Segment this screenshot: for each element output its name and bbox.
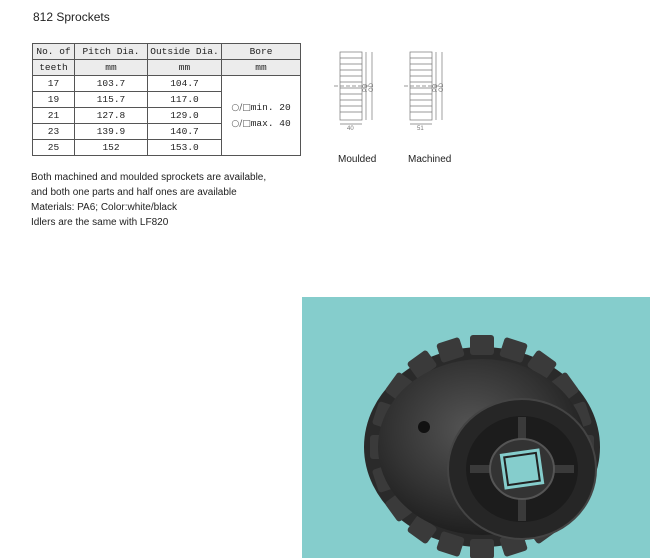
cell-pitch: 139.9 [75,124,148,140]
unit-pitch: mm [75,60,148,76]
table-header-row [33,44,301,60]
page-title: 812 Sprockets [33,10,110,24]
header-teeth-line2: teeth [33,60,75,76]
cell-teeth: 21 [33,108,75,124]
unit-outside: mm [148,60,222,76]
moulded-caption: Moulded [338,154,377,165]
cell-bore [222,76,301,156]
moulded-od-label: OD [369,83,375,92]
cell-outside: 104.7 [148,76,222,92]
note-line: Materials: PA6; Color:white/black [31,202,177,213]
sprocket-image [302,297,650,558]
cell-teeth: 25 [33,140,75,156]
sprocket-spec-table [32,43,301,156]
cell-teeth: 23 [33,124,75,140]
cell-pitch: 127.8 [75,108,148,124]
sprocket-drawings [330,44,460,144]
machined-od-label: OD [439,83,445,92]
cell-pitch: 103.7 [75,76,148,92]
cell-outside: 153.0 [148,140,222,156]
cell-teeth: 17 [33,76,75,92]
cell-pitch: 115.7 [75,92,148,108]
cell-pitch: 152 [75,140,148,156]
cell-outside: 140.7 [148,124,222,140]
table-units-row [33,60,301,76]
cell-teeth: 19 [33,92,75,108]
moulded-width: 40 [347,126,354,132]
machined-width: 51 [417,126,424,132]
cell-outside: 117.0 [148,92,222,108]
notes-block [31,170,266,230]
bore-min: ○/□min. 20 [231,101,291,113]
sprocket-photo [302,297,650,558]
note-line: Idlers are the same with LF820 [31,217,169,228]
moulded-pd-label: PD [363,83,369,92]
note-line: Both machined and moulded sprockets are available, [31,172,267,183]
note-line: and both one parts and half ones are available [31,187,237,198]
machined-caption: Machined [408,154,452,165]
bore-max: ○/□max. 40 [231,117,291,129]
header-pitch-dia: Pitch Dia. [75,44,148,60]
unit-bore: mm [222,60,301,76]
header-bore: Bore [222,44,301,60]
header-teeth: No. of [33,44,75,60]
cell-outside: 129.0 [148,108,222,124]
table-row [33,76,301,92]
header-outside-dia: Outside Dia. [148,44,222,60]
machined-pd-label: PD [433,83,439,92]
